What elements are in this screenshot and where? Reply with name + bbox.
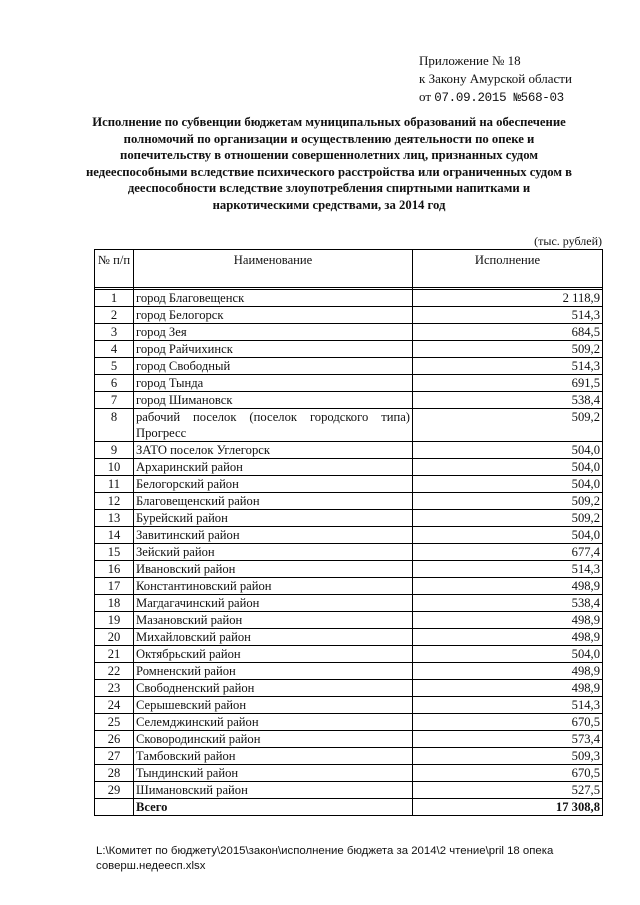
row-value: 504,0 (413, 476, 603, 493)
row-number: 11 (95, 476, 134, 493)
row-value: 509,2 (413, 510, 603, 527)
table-row (95, 375, 603, 392)
row-number: 19 (95, 612, 134, 629)
row-number: 22 (95, 663, 134, 680)
table-header-row (95, 250, 603, 288)
table-row (95, 646, 603, 663)
row-value: 538,4 (413, 392, 603, 409)
total-row (95, 799, 603, 816)
row-name: Зейский район (134, 544, 413, 561)
row-number: 29 (95, 782, 134, 799)
row-number: 17 (95, 578, 134, 595)
table-body (95, 288, 603, 816)
appendix-header (419, 52, 572, 107)
row-number: 23 (95, 680, 134, 697)
table-row (95, 748, 603, 765)
row-value: 514,3 (413, 561, 603, 578)
row-number: 15 (95, 544, 134, 561)
table-row (95, 544, 603, 561)
row-value: 509,3 (413, 748, 603, 765)
table-row (95, 510, 603, 527)
row-value: 527,5 (413, 782, 603, 799)
row-value: 691,5 (413, 375, 603, 392)
row-value: 670,5 (413, 714, 603, 731)
row-name: город Райчихинск (134, 341, 413, 358)
table-row (95, 782, 603, 799)
row-value: 498,9 (413, 612, 603, 629)
row-name: Сковородинский район (134, 731, 413, 748)
table-row (95, 409, 603, 442)
row-number: 8 (95, 409, 134, 442)
row-value: 498,9 (413, 629, 603, 646)
row-name: Октябрьский район (134, 646, 413, 663)
row-value: 498,9 (413, 578, 603, 595)
row-number: 5 (95, 358, 134, 375)
row-name: Серышевский район (134, 697, 413, 714)
row-name: город Шимановск (134, 392, 413, 409)
row-name: Константиновский район (134, 578, 413, 595)
appendix-law-reference: к Закону Амурской области (419, 71, 572, 86)
row-name: Тамбовский район (134, 748, 413, 765)
row-value: 514,3 (413, 358, 603, 375)
row-value: 509,2 (413, 409, 603, 442)
document-title: Исполнение по субвенции бюджетам муниципальных образований на обеспечение полномочий по организации и осуществлению деятельности по опеке и попечительству в отношении совершеннолетних лиц, признанных судом недееспособными вследствие психического расстройства или ограниченных судом в дееспособности вследствие злоупотребления спиртными напитками и наркотическими средствами, за 2014 год (86, 115, 572, 212)
table-row (95, 459, 603, 476)
header-name: Наименование (134, 250, 413, 288)
row-number: 6 (95, 375, 134, 392)
row-number: 4 (95, 341, 134, 358)
row-name: город Свободный (134, 358, 413, 375)
total-value: 17 308,8 (413, 799, 603, 816)
row-name: город Тында (134, 375, 413, 392)
row-value: 504,0 (413, 527, 603, 544)
row-number: 21 (95, 646, 134, 663)
row-number: 12 (95, 493, 134, 510)
row-value: 677,4 (413, 544, 603, 561)
row-number: 28 (95, 765, 134, 782)
table-row (95, 324, 603, 341)
row-number: 2 (95, 307, 134, 324)
row-name: город Белогорск (134, 307, 413, 324)
row-value: 498,9 (413, 680, 603, 697)
table-row (95, 765, 603, 782)
table-row (95, 476, 603, 493)
row-value: 504,0 (413, 459, 603, 476)
header-num: № п/п (95, 250, 134, 288)
row-value: 509,2 (413, 341, 603, 358)
table-row (95, 697, 603, 714)
row-name: Мазановский район (134, 612, 413, 629)
row-number: 27 (95, 748, 134, 765)
row-number: 3 (95, 324, 134, 341)
table-row (95, 680, 603, 697)
table-row (95, 578, 603, 595)
table-row (95, 595, 603, 612)
table-row (95, 493, 603, 510)
row-number: 26 (95, 731, 134, 748)
row-number: 7 (95, 392, 134, 409)
row-value: 538,4 (413, 595, 603, 612)
row-name: ЗАТО поселок Углегорск (134, 442, 413, 459)
row-name: Архаринский район (134, 459, 413, 476)
row-number: 18 (95, 595, 134, 612)
table-row (95, 290, 603, 307)
row-number: 9 (95, 442, 134, 459)
appendix-date-prefix: от (419, 89, 432, 104)
row-number: 10 (95, 459, 134, 476)
row-value: 514,3 (413, 307, 603, 324)
row-name: Белогорский район (134, 476, 413, 493)
row-name: Тындинский район (134, 765, 413, 782)
row-value: 509,2 (413, 493, 603, 510)
header-value: Исполнение (413, 250, 603, 288)
row-value: 504,0 (413, 442, 603, 459)
row-name: город Зея (134, 324, 413, 341)
table-row (95, 612, 603, 629)
row-name: Завитинский район (134, 527, 413, 544)
row-value: 573,4 (413, 731, 603, 748)
row-name: Селемджинский район (134, 714, 413, 731)
row-name: Свободненский район (134, 680, 413, 697)
table-row (95, 663, 603, 680)
row-name: Михайловский район (134, 629, 413, 646)
row-name: город Благовещенск (134, 290, 413, 307)
row-name: Магдагачинский район (134, 595, 413, 612)
row-name: Шимановский район (134, 782, 413, 799)
row-value: 504,0 (413, 646, 603, 663)
table-row (95, 392, 603, 409)
appendix-date-line (419, 88, 572, 107)
table-row (95, 561, 603, 578)
row-value: 498,9 (413, 663, 603, 680)
table-row (95, 527, 603, 544)
row-name: рабочий поселок (поселок городского типа) Прогресс (134, 409, 413, 442)
row-number: 25 (95, 714, 134, 731)
appendix-number: Приложение № 18 (419, 53, 521, 68)
table-row (95, 358, 603, 375)
table-row (95, 442, 603, 459)
row-number: 13 (95, 510, 134, 527)
units-label: (тыс. рублей) (534, 234, 602, 248)
row-name: Бурейский район (134, 510, 413, 527)
table-row (95, 341, 603, 358)
row-name: Ромненский район (134, 663, 413, 680)
table-row (95, 731, 603, 748)
appendix-date-number: 07.09.2015 №568-03 (434, 91, 564, 105)
table-row (95, 307, 603, 324)
execution-table (94, 249, 603, 816)
total-label: Всего (134, 799, 413, 816)
row-number: 20 (95, 629, 134, 646)
row-value: 2 118,9 (413, 290, 603, 307)
row-number: 14 (95, 527, 134, 544)
row-number: 16 (95, 561, 134, 578)
row-number: 1 (95, 290, 134, 307)
total-empty-cell (95, 799, 134, 816)
table-row (95, 629, 603, 646)
file-path-footer: L:\Комитет по бюджету\2015\закон\исполнение бюджета за 2014\2 чтение\pril 18 опека соверш.недеесп.xlsx (96, 845, 554, 872)
row-value: 670,5 (413, 765, 603, 782)
row-name: Ивановский район (134, 561, 413, 578)
table-row (95, 714, 603, 731)
row-name: Благовещенский район (134, 493, 413, 510)
row-value: 514,3 (413, 697, 603, 714)
row-value: 684,5 (413, 324, 603, 341)
row-number: 24 (95, 697, 134, 714)
